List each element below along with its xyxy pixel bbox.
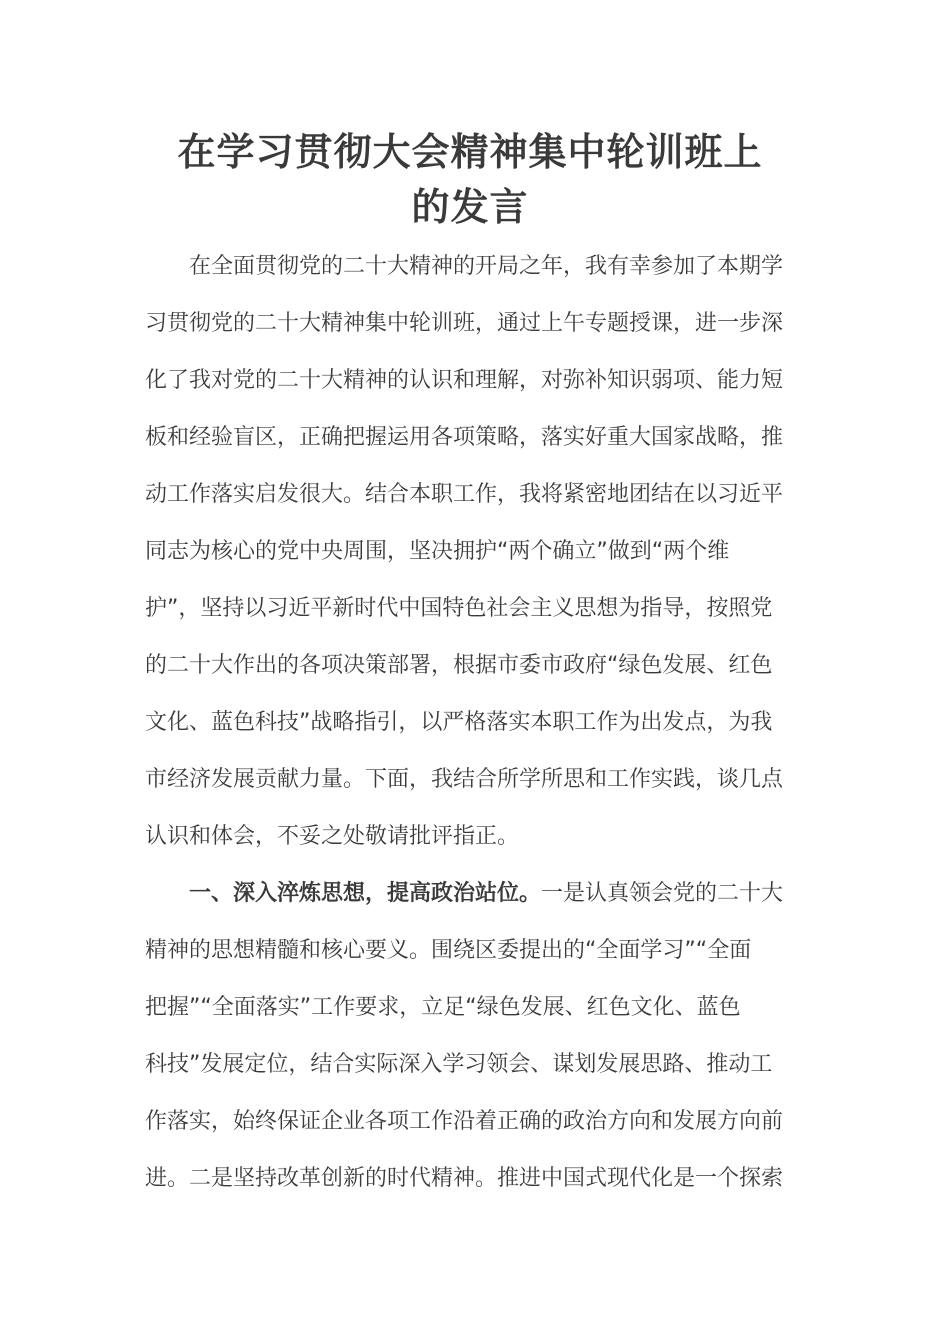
- paragraph-line: 化了我对党的二十大精神的认识和理解，对弥补知识弱项、能力短: [145, 368, 784, 393]
- paragraph-line: 精神的思想精髓和核心要义。围绕区委提出的“全面学习”“全面: [145, 938, 752, 963]
- paragraph-line: 习贯彻党的二十大精神集中轮训班，通过上午专题授课，进一步深: [145, 311, 784, 336]
- section-1-first-line: [145, 871, 797, 928]
- paragraph-line: 板和经验盲区，正确把握运用各项策略，落实好重大国家战略，推: [145, 425, 784, 450]
- paragraph-line: 作落实，始终保证企业各项工作沿着正确的政治方向和发展方向前: [145, 1109, 784, 1134]
- paragraph-line: 文化、蓝色科技”战略指引，以严格落实本职工作为出发点，为我: [145, 710, 773, 735]
- section-1-text: 一是认真领会党的二十大: [541, 881, 784, 906]
- title-line-2: 的发言: [411, 185, 529, 229]
- paragraph-line: 在全面贯彻党的二十大精神的开局之年，我有幸参加了本期学: [189, 254, 784, 279]
- paragraph-line: 市经济发展贡献力量。下面，我结合所学所思和工作实践，谈几点: [145, 767, 784, 792]
- paragraph-line: 护”，坚持以习近平新时代中国特色社会主义思想为指导，按照党: [145, 596, 773, 621]
- document-body: [145, 244, 797, 1213]
- document-title: [145, 125, 795, 235]
- paragraph-line: 认识和体会，不妥之处敬请批评指正。: [145, 824, 520, 849]
- paragraph-line: 进。二是坚持改革创新的时代精神。推进中国式现代化是一个探索: [145, 1166, 784, 1191]
- paragraph-line: 的二十大作出的各项决策部署，根据市委市政府“绿色发展、红色: [145, 653, 773, 678]
- paragraph-line: 科技”发展定位，结合实际深入学习领会、谋划发展思路、推动工: [145, 1052, 773, 1077]
- paragraph-line: 把握”“全面落实”工作要求，立足“绿色发展、红色文化、蓝色: [145, 995, 741, 1020]
- paragraph-line: 动工作落实启发很大。结合本职工作，我将紧密地团结在以习近平: [145, 482, 784, 507]
- paragraph-line: 同志为核心的党中央周围，坚决拥护“两个确立”做到“两个维: [145, 539, 730, 564]
- title-line-1: 在学习贯彻大会精神集中轮训班上: [177, 130, 763, 174]
- section-1-heading: 一、深入淬炼思想，提高政治站位。: [189, 881, 542, 906]
